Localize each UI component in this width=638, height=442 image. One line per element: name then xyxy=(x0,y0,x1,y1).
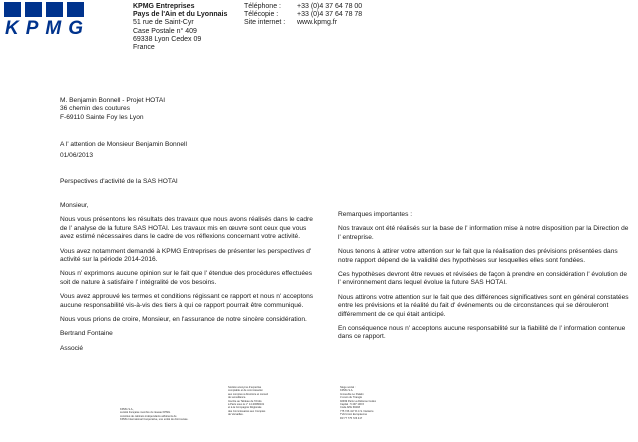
remarks-paragraph: Nos travaux ont été réalisés sur la base de l' information mise à notre disposition par la Direction de l' entreprise. xyxy=(338,225,629,241)
footer-line: FR 77 775 726 417 xyxy=(340,416,363,420)
recipient-line: F-69110 Sainte Foy les Lyon xyxy=(60,113,144,121)
remarks-paragraph: Nous tenons à attirer votre attention sur le fait que la réalisation des prévisions présentées dans notre rapport dépend de la validité des hypothèses sur lesquelles elles sont fondées. xyxy=(338,248,618,264)
remarks-paragraph: Ces hypothèses devront être revues et révisées de façon à prendre en considération l' évolution de l' environnement dans lequel évolue la future SAS HOTAI. xyxy=(338,271,627,287)
website-label: Site internet : xyxy=(244,19,286,27)
kpmg-logo xyxy=(4,2,84,38)
footer-legal-middle xyxy=(228,386,306,417)
letter-subject: Perspectives d'activité de la SAS HOTAI xyxy=(60,178,178,185)
footer-line: comptable et de commissariat xyxy=(228,389,263,393)
footer-legal-right xyxy=(340,386,410,420)
logo-box-3 xyxy=(46,2,63,17)
website-row xyxy=(244,19,362,27)
letter-paragraph: Nous vous présentons les résultats des travaux que nous avons réalisés dans le cadre de l' analyse de la future SAS HOTAI. Les travaux mis en œuvre sont ceux que vous avez estimé nécessaires dans le cadre de vos réflexions concernant votre activité. xyxy=(60,216,313,241)
footer-line: de surveillance. xyxy=(228,396,247,400)
footer-line: 775 726 417 R.C.S. Nanterre xyxy=(340,409,374,413)
remarks-title: Remarques importantes : xyxy=(338,211,413,218)
letter-paragraph: Nous vous prions de croire, Monsieur, en l'assurance de notre sincère considération. xyxy=(60,316,307,324)
website-value[interactable]: www.kpmg.fr xyxy=(297,19,338,27)
company-address-line: Case Postale n° 409 xyxy=(133,27,197,35)
phone-label: Téléphone : xyxy=(244,3,281,10)
company-address-line: 51 rue de Saint-Cyr xyxy=(133,19,194,27)
footer-legal-left xyxy=(120,408,192,422)
footer-line: KPMG S.A., xyxy=(120,408,134,411)
footer-line: 92939 Paris La Défense Cedex xyxy=(340,399,377,403)
letter-paragraph: Nous n' exprimons aucune opinion sur le fait que l' étendue des procédures effectuées soit de nature à satisfaire l' intégralité de vos besoins. xyxy=(60,270,313,286)
recipient-address xyxy=(60,97,300,122)
company-address-line: 69338 Lyon Cedex 09 xyxy=(133,35,202,43)
signatory-name: Bertrand Fontaine xyxy=(60,330,113,338)
footer-line: Code APE 6920Z xyxy=(340,406,361,410)
footer-line: Inscrite au Tableau de l'Ordre xyxy=(228,399,262,403)
recipient-line: M. Benjamin Bonnell - Projet HOTAI xyxy=(60,97,166,104)
phone-value: +33 (0)4 37 64 78 00 xyxy=(297,3,363,10)
footer-line: Immeuble Le Palatin xyxy=(340,392,364,396)
footer-line: et à la Compagnie Régionale xyxy=(228,406,262,410)
company-block xyxy=(133,3,227,52)
letter-body xyxy=(60,202,322,359)
logo-box-1 xyxy=(4,2,21,17)
footer-line: Société anonyme d'expertise xyxy=(228,386,262,389)
footer-line: 3 cours du Triangle xyxy=(340,396,363,400)
fax-label: Télécopie : xyxy=(244,11,279,19)
phone-row xyxy=(244,3,362,11)
company-address-line: France xyxy=(133,44,155,52)
fax-value: +33 (0)4 37 64 78 78 xyxy=(297,11,363,19)
footer-line: constitué de cabinets indépendants adhérents de xyxy=(120,414,177,418)
signatory-title: Associé xyxy=(60,344,84,352)
letter-paragraph: Vous avez notamment demandé à KPMG Entreprises de présenter les perspectives d' activité sur la période 2014-2016. xyxy=(60,247,312,264)
footer-line: KPMG S.A. xyxy=(340,389,354,393)
footer-line: Siège social : xyxy=(340,386,356,389)
footer-line: de Versailles. xyxy=(228,413,244,417)
footer-line: société française membre du réseau KPMG xyxy=(120,411,171,415)
logo-box-2 xyxy=(25,2,42,17)
logo-wordmark: KPMG xyxy=(5,18,83,38)
company-name: KPMG Entreprises xyxy=(133,3,195,10)
letter-date: 01/06/2013 xyxy=(60,152,94,159)
remarks-box xyxy=(338,211,630,348)
attention-line: A l' attention de Monsieur Benjamin Bonnell xyxy=(60,141,187,148)
footer-line: aux comptes à directoire et conseil xyxy=(228,392,268,396)
recipient-line: 36 chemin des coutures xyxy=(60,105,131,113)
contact-block xyxy=(244,3,362,28)
footer-line: TVA Union Européenne xyxy=(340,413,368,417)
remarks-paragraph: Nous attirons votre attention sur le fait que des différences significatives sont en général constatées entre les prévisions et la réalité du fait d' événements ou de circonstances qui se dérouleront différemment de ce qui était anticipé. xyxy=(338,293,629,318)
footer-line: à Paris sous le n° 14-30080101 xyxy=(228,403,265,407)
footer-line: KPMG International Cooperative, une entité de droit suisse. xyxy=(120,418,189,422)
fax-row xyxy=(244,11,362,19)
logo-box-4 xyxy=(67,2,84,17)
company-region: Pays de l'Ain et du Lyonnais xyxy=(133,11,228,19)
letter-paragraph: Vous avez approuvé les termes et conditions régissant ce rapport et nous n' acceptons aucune responsabilité vis-à-vis des tiers à qui ce rapport pourrait être communiqué. xyxy=(60,293,314,309)
letter-greeting: Monsieur, xyxy=(60,202,89,209)
footer-line: Capital : 5 497 100 € xyxy=(340,403,364,407)
remarks-paragraph: En conséquence nous n' acceptons aucune responsabilité sur la fiabilité de l' information contenue dans ce rapport. xyxy=(338,325,626,341)
footer-line: des Commissaires aux Comptes xyxy=(228,409,266,413)
